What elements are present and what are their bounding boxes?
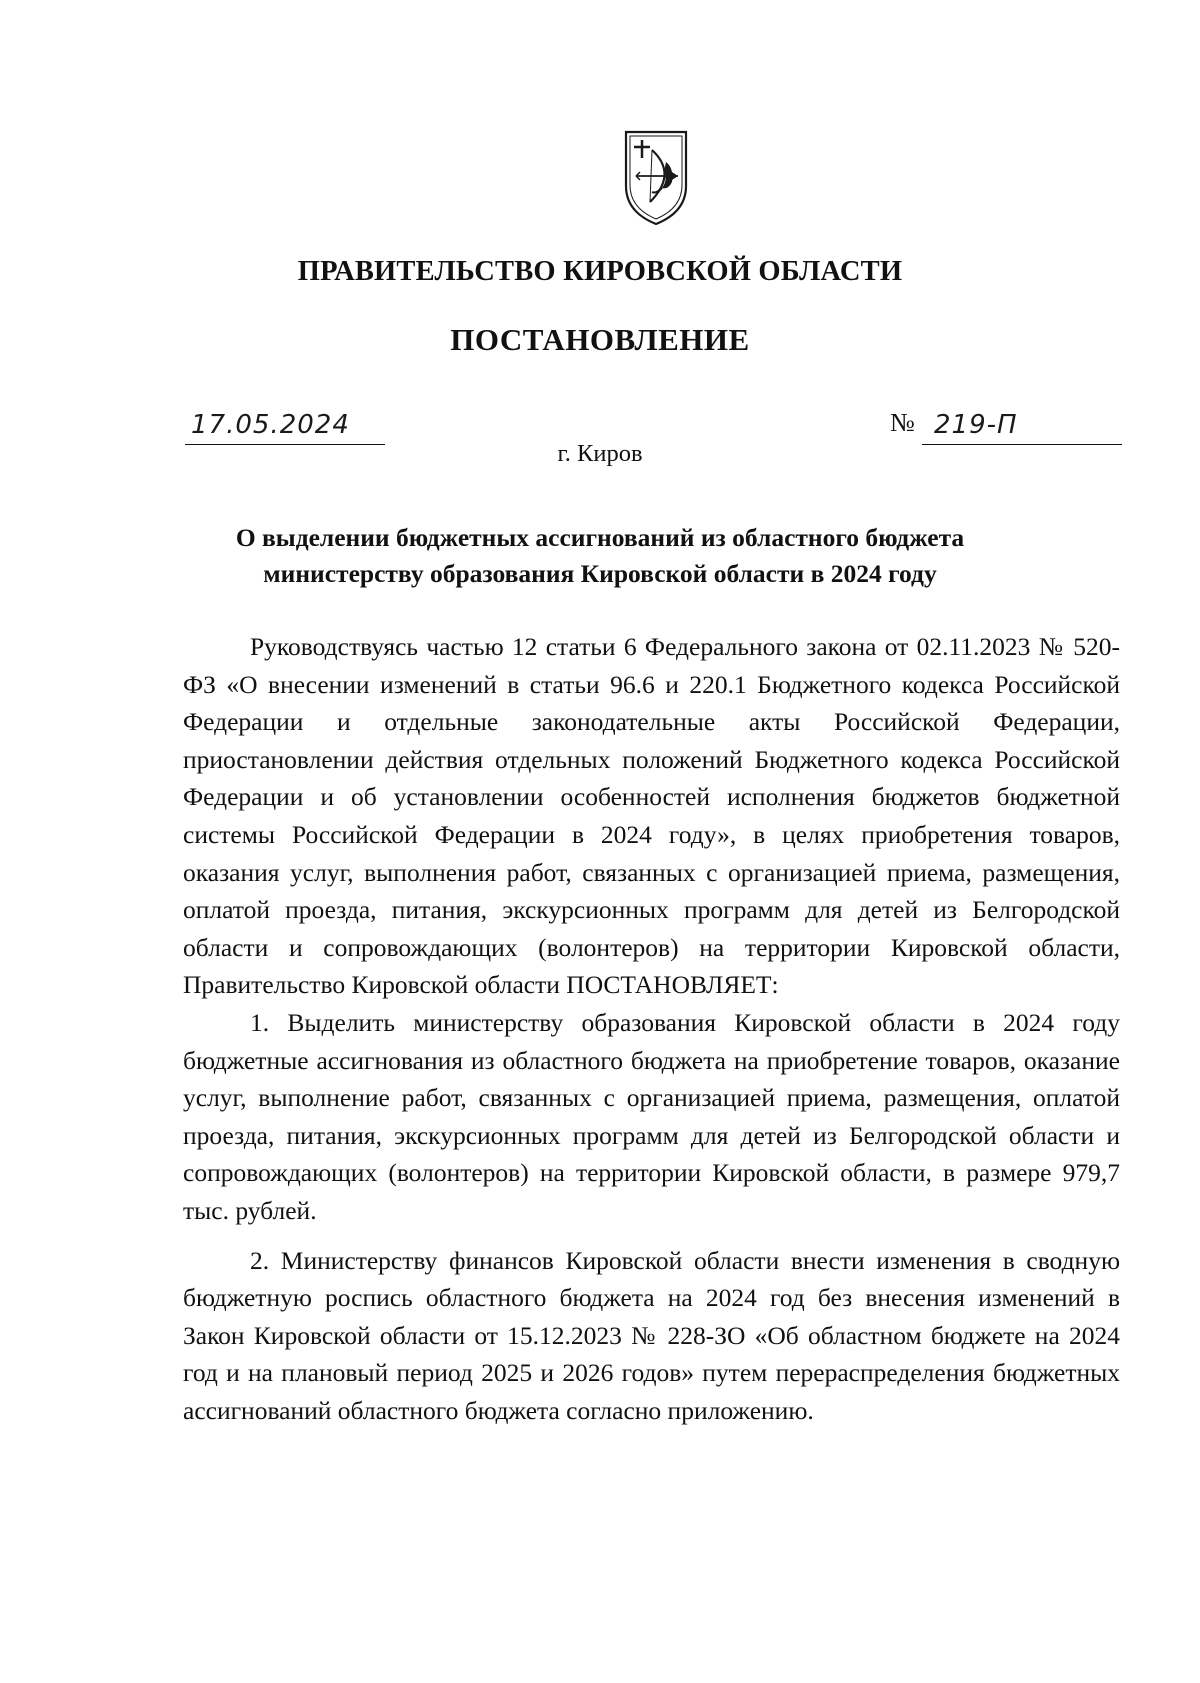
city: г. Киров xyxy=(557,440,643,467)
resolution-item-1: 1. Выделить министерству образования Кировской области в 2024 году бюджетные ассигнования из областного бюджета на приобретение товаров, оказание услуг, выполнение работ, связанных с организацией приема, размещения, оплатой проезда, питания, экскурсионных программ для детей из Белгородской области и сопровождающих (волонтеров) на территории Кировской области, в размере 979,7 тыс. рублей. xyxy=(183,1007,1120,1225)
document-body xyxy=(183,628,1120,1429)
handwritten-number: 219-П xyxy=(934,410,1018,440)
title-line-2: министерству образования Кировской области в 2024 году xyxy=(263,559,937,588)
kirov-coat-of-arms-icon xyxy=(622,128,690,228)
organization-name: ПРАВИТЕЛЬСТВО КИРОВСКОЙ ОБЛАСТИ xyxy=(297,256,903,287)
resolution-item-2: 2. Министерству финансов Кировской области внести изменения в сводную бюджетную роспись областного бюджета на 2024 год без внесения изменений в Закон Кировской области от 15.12.2023 № 228-ЗО «Об областном бюджете на 2024 год и на плановый период 2025 и 2026 годов» путем перераспределения бюджетных ассигнований областного бюджета согласно приложению. xyxy=(183,1245,1120,1425)
preamble-paragraph: Руководствуясь частью 12 статьи 6 Федерального закона от 02.11.2023 № 520-ФЗ «О внесении изменений в статьи 96.6 и 220.1 Бюджетного кодекса Российской Федерации и отдельные законодательные акты Российской Федерации, приостановлении действия отдельных положений Бюджетного кодекса Российской Федерации и об установлении особенностей исполнения бюджетов бюджетной системы Российской Федерации в 2024 году», в целях приобретения товаров, оказания услуг, выполнения работ, связанных с организацией приема, размещения, оплатой проезда, питания, экскурсионных программ для детей из Белгородской области и сопровождающих (волонтеров) на территории Кировской области, Правительство Кировской области ПОСТАНОВЛЯЕТ: xyxy=(183,632,1120,1000)
document-title xyxy=(150,520,1050,592)
title-line-1: О выделении бюджетных ассигнований из областного бюджета xyxy=(235,523,965,552)
document-type: ПОСТАНОВЛЕНИЕ xyxy=(450,322,750,357)
handwritten-date: 17.05.2024 xyxy=(191,410,350,440)
number-label: № xyxy=(890,408,915,437)
